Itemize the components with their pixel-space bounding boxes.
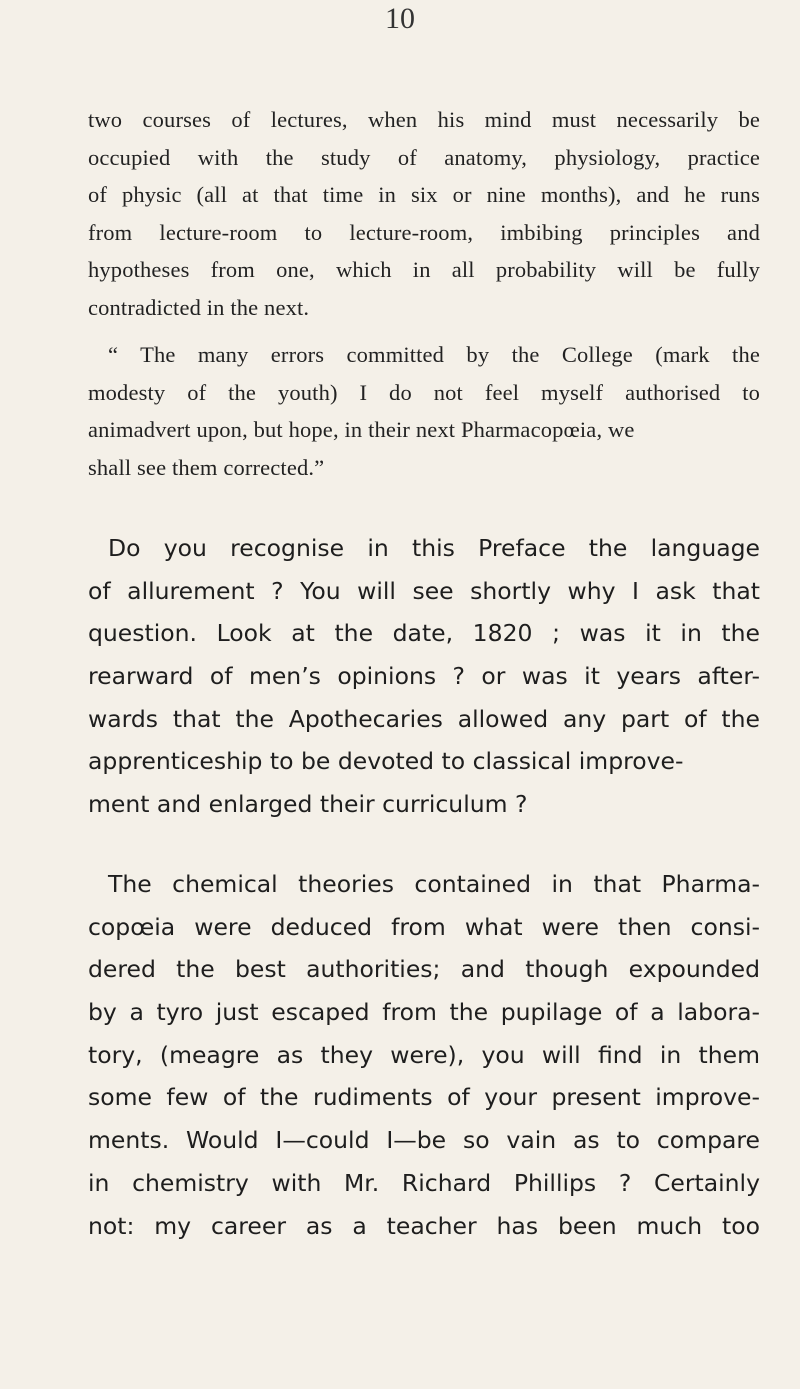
page-number: 10 xyxy=(385,2,415,35)
text-line: of allurement ? You will see shortly why I ask that xyxy=(88,576,760,605)
text-line: ment and enlarged their curriculum ? xyxy=(88,790,528,819)
paragraph-3 xyxy=(88,527,760,826)
text-line: from lecture-room to lecture-room, imbibing principles and xyxy=(88,219,760,245)
text-line: “ The many errors committed by the College (mark the xyxy=(108,342,760,367)
text-line: some few of the rudiments of your present improve- xyxy=(88,1083,760,1112)
text-line: apprenticeship to be devoted to classical improve- xyxy=(88,747,684,776)
text-line: tory, (meagre as they were), you will find in them xyxy=(88,1040,760,1069)
text-line: two courses of lectures, when his mind must necessarily be xyxy=(88,107,760,132)
paragraph-1 xyxy=(88,101,760,327)
text-line: not: my career as a teacher has been much too xyxy=(88,1211,760,1240)
paragraph-4 xyxy=(88,863,760,1247)
text-line: modesty of the youth) I do not feel myself authorised to xyxy=(88,379,760,405)
text-line: dered the best authorities; and though expounded xyxy=(88,955,760,984)
text-line: contradicted in the next. xyxy=(88,294,310,320)
text-line: shall see them corrected.” xyxy=(88,454,325,480)
text-line: question. Look at the date, 1820 ; was it in the xyxy=(88,619,760,648)
paragraph-2 xyxy=(88,336,760,486)
text-line: in chemistry with Mr. Richard Phillips ? Certainly xyxy=(88,1168,760,1197)
text-line: rearward of men’s opinions ? or was it years after- xyxy=(88,662,760,691)
text-line: copœia were deduced from what were then consi- xyxy=(88,912,760,941)
text-line: The chemical theories contained in that Pharma- xyxy=(108,870,760,898)
text-line: ments. Would I—could I—be so vain as to compare xyxy=(88,1126,760,1155)
text-line: by a tyro just escaped from the pupilage of a labora- xyxy=(88,998,760,1027)
text-line: wards that the Apothecaries allowed any part of the xyxy=(88,704,760,733)
text-line: occupied with the study of anatomy, physiology, practice xyxy=(88,144,760,170)
text-line: hypotheses from one, which in all probability will be fully xyxy=(88,257,760,283)
text-line: of physic (all at that time in six or nine months), and he runs xyxy=(88,182,760,208)
text-line: Do you recognise in this Preface the language xyxy=(108,534,760,562)
text-line: animadvert upon, but hope, in their next Pharmacopœia, we xyxy=(88,417,635,443)
